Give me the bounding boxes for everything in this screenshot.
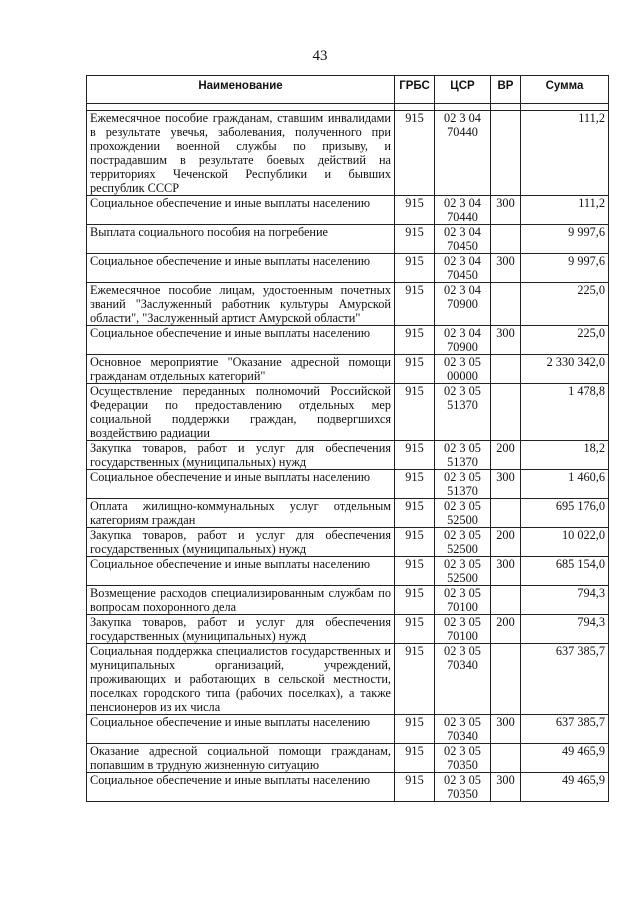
table-row [87, 384, 609, 441]
row-csr-cell [435, 773, 491, 802]
row-sum-cell: 9 997,6 [521, 225, 609, 254]
row-name-cell: Оплата жилищно-коммунальных услуг отдельным категориям граждан [87, 499, 395, 528]
row-name-cell: Социальное обеспечение и иные выплаты населению [87, 773, 395, 802]
csr-code-line: 02 3 05 [444, 773, 481, 787]
row-name-cell: Возмещение расходов специализированным службам по вопросам похоронного дела [87, 586, 395, 615]
row-sum-cell: 685 154,0 [521, 557, 609, 586]
csr-code-line: 02 3 04 [444, 196, 481, 210]
csr-code-number: 70900 [447, 297, 478, 311]
header-spacer-row [87, 104, 609, 111]
row-grbs-cell: 915 [395, 384, 435, 441]
csr-code-line: 02 3 04 [444, 225, 481, 239]
row-csr-cell [435, 225, 491, 254]
row-name-cell: Оказание адресной социальной помощи гражданам, попавшим в трудную жизненную ситуацию [87, 744, 395, 773]
csr-code-number: 70900 [447, 340, 478, 354]
table-row [87, 528, 609, 557]
row-sum-cell: 794,3 [521, 586, 609, 615]
row-sum-cell: 10 022,0 [521, 528, 609, 557]
header-name: Наименование [87, 76, 395, 104]
row-name-cell: Ежемесячное пособие гражданам, ставшим инвалидами в результате увечья, заболевания, полученного при прохождении военной службы по призыву, и пострадавшим в результате боевых действий на территориях Чеченской Республики и бывших республик СССР [87, 111, 395, 196]
header-csr: ЦСР [435, 76, 491, 104]
row-csr-cell [435, 283, 491, 326]
table-row [87, 744, 609, 773]
csr-code-number: 70100 [447, 629, 478, 643]
csr-code-number: 70340 [447, 729, 478, 743]
csr-code-line: 02 3 05 [444, 384, 481, 398]
row-vr-cell [491, 355, 521, 384]
row-csr-cell [435, 644, 491, 715]
row-name-cell: Осуществление переданных полномочий Российской Федерации по предоставлению отдельных мер социальной поддержки граждан, подвергшихся воздействию радиации [87, 384, 395, 441]
row-grbs-cell: 915 [395, 557, 435, 586]
table-row [87, 773, 609, 802]
table-row [87, 111, 609, 196]
row-sum-cell: 637 385,7 [521, 715, 609, 744]
row-csr-cell [435, 111, 491, 196]
csr-code-number: 70450 [447, 268, 478, 282]
table-row [87, 470, 609, 499]
csr-code-number: 70440 [447, 210, 478, 224]
header-grbs: ГРБС [395, 76, 435, 104]
row-grbs-cell: 915 [395, 470, 435, 499]
row-sum-cell: 2 330 342,0 [521, 355, 609, 384]
row-sum-cell: 225,0 [521, 326, 609, 355]
csr-code-number: 52500 [447, 571, 478, 585]
row-name-cell: Социальное обеспечение и иные выплаты населению [87, 196, 395, 225]
csr-code-line: 02 3 04 [444, 254, 481, 268]
row-vr-cell [491, 499, 521, 528]
row-grbs-cell: 915 [395, 196, 435, 225]
row-vr-cell: 300 [491, 557, 521, 586]
row-name-cell: Социальное обеспечение и иные выплаты населению [87, 254, 395, 283]
row-sum-cell: 49 465,9 [521, 744, 609, 773]
row-vr-cell [491, 744, 521, 773]
csr-code-line: 02 3 05 [444, 470, 481, 484]
row-csr-cell [435, 254, 491, 283]
table-row [87, 615, 609, 644]
csr-code-number: 51370 [447, 455, 478, 469]
table-row [87, 441, 609, 470]
row-grbs-cell: 915 [395, 499, 435, 528]
row-vr-cell [491, 586, 521, 615]
row-sum-cell: 49 465,9 [521, 773, 609, 802]
row-grbs-cell: 915 [395, 355, 435, 384]
csr-code-number: 70440 [447, 125, 478, 139]
row-name-cell: Социальное обеспечение и иные выплаты населению [87, 470, 395, 499]
csr-code-line: 02 3 05 [444, 528, 481, 542]
row-vr-cell: 300 [491, 773, 521, 802]
csr-code-number: 70340 [447, 658, 478, 672]
row-grbs-cell: 915 [395, 644, 435, 715]
csr-code-number: 52500 [447, 513, 478, 527]
row-csr-cell [435, 196, 491, 225]
row-grbs-cell: 915 [395, 586, 435, 615]
row-vr-cell [491, 225, 521, 254]
row-grbs-cell: 915 [395, 441, 435, 470]
csr-code-line: 02 3 05 [444, 586, 481, 600]
row-csr-cell [435, 470, 491, 499]
row-grbs-cell: 915 [395, 111, 435, 196]
row-vr-cell [491, 283, 521, 326]
row-vr-cell [491, 384, 521, 441]
row-sum-cell: 637 385,7 [521, 644, 609, 715]
csr-code-line: 02 3 05 [444, 644, 481, 658]
table-row [87, 557, 609, 586]
row-name-cell: Социальное обеспечение и иные выплаты населению [87, 326, 395, 355]
row-grbs-cell: 915 [395, 254, 435, 283]
table-row [87, 196, 609, 225]
csr-code-number: 51370 [447, 484, 478, 498]
row-name-cell: Закупка товаров, работ и услуг для обеспечения государственных (муниципальных) нужд [87, 528, 395, 557]
row-name-cell: Ежемесячное пособие лицам, удостоенным почетных званий "Заслуженный работник культуры Амурской области", "Заслуженный артист Амурской области" [87, 283, 395, 326]
table-row [87, 644, 609, 715]
row-vr-cell: 300 [491, 326, 521, 355]
row-name-cell: Основное мероприятие "Оказание адресной помощи гражданам отдельных категорий" [87, 355, 395, 384]
budget-table [86, 75, 609, 802]
csr-code-number: 70350 [447, 787, 478, 801]
row-vr-cell: 200 [491, 441, 521, 470]
row-sum-cell: 695 176,0 [521, 499, 609, 528]
row-csr-cell [435, 586, 491, 615]
row-grbs-cell: 915 [395, 326, 435, 355]
csr-code-number: 51370 [447, 398, 478, 412]
csr-code-line: 02 3 05 [444, 744, 481, 758]
row-grbs-cell: 915 [395, 715, 435, 744]
table-row [87, 586, 609, 615]
row-sum-cell: 18,2 [521, 441, 609, 470]
row-sum-cell: 111,2 [521, 111, 609, 196]
table-row [87, 715, 609, 744]
row-grbs-cell: 915 [395, 225, 435, 254]
csr-code-number: 52500 [447, 542, 478, 556]
table-row [87, 225, 609, 254]
row-csr-cell [435, 615, 491, 644]
table-row [87, 326, 609, 355]
row-name-cell: Выплата социального пособия на погребение [87, 225, 395, 254]
row-name-cell: Закупка товаров, работ и услуг для обеспечения государственных (муниципальных) нужд [87, 441, 395, 470]
row-csr-cell [435, 384, 491, 441]
table-row [87, 283, 609, 326]
table-row [87, 499, 609, 528]
csr-code-line: 02 3 05 [444, 499, 481, 513]
csr-code-line: 02 3 05 [444, 557, 481, 571]
header-vr: ВР [491, 76, 521, 104]
row-csr-cell [435, 499, 491, 528]
row-name-cell: Социальное обеспечение и иные выплаты населению [87, 557, 395, 586]
csr-code-line: 02 3 05 [444, 441, 481, 455]
row-grbs-cell: 915 [395, 528, 435, 557]
row-vr-cell: 200 [491, 615, 521, 644]
row-csr-cell [435, 557, 491, 586]
row-grbs-cell: 915 [395, 744, 435, 773]
csr-code-line: 02 3 04 [444, 326, 481, 340]
row-csr-cell [435, 744, 491, 773]
page-number: 43 [312, 48, 328, 64]
row-grbs-cell: 915 [395, 283, 435, 326]
row-sum-cell: 111,2 [521, 196, 609, 225]
row-name-cell: Социальная поддержка специалистов государственных и муниципальных организаций, учреждений, проживающих и работающих в сельской местности, поселках городского типа (рабочих поселках), а также пенсионеров из их числа [87, 644, 395, 715]
csr-code-number: 70100 [447, 600, 478, 614]
table-row [87, 254, 609, 283]
row-csr-cell [435, 441, 491, 470]
row-csr-cell [435, 326, 491, 355]
row-vr-cell: 300 [491, 470, 521, 499]
row-name-cell: Социальное обеспечение и иные выплаты населению [87, 715, 395, 744]
csr-code-line: 02 3 04 [444, 111, 481, 125]
header-sum: Сумма [521, 76, 609, 104]
csr-code-line: 02 3 05 [444, 355, 481, 369]
row-sum-cell: 794,3 [521, 615, 609, 644]
csr-code-number: 70450 [447, 239, 478, 253]
table-row [87, 355, 609, 384]
row-grbs-cell: 915 [395, 773, 435, 802]
row-csr-cell [435, 355, 491, 384]
row-csr-cell [435, 528, 491, 557]
csr-code-number: 70350 [447, 758, 478, 772]
row-vr-cell: 300 [491, 715, 521, 744]
row-vr-cell [491, 111, 521, 196]
csr-code-number: 00000 [447, 369, 478, 383]
row-vr-cell: 300 [491, 254, 521, 283]
csr-code-line: 02 3 04 [444, 283, 481, 297]
row-csr-cell [435, 715, 491, 744]
row-sum-cell: 1 460,6 [521, 470, 609, 499]
table-header-row [87, 76, 609, 104]
row-vr-cell: 300 [491, 196, 521, 225]
row-sum-cell: 1 478,8 [521, 384, 609, 441]
row-vr-cell: 200 [491, 528, 521, 557]
csr-code-line: 02 3 05 [444, 615, 481, 629]
row-grbs-cell: 915 [395, 615, 435, 644]
row-sum-cell: 9 997,6 [521, 254, 609, 283]
row-name-cell: Закупка товаров, работ и услуг для обеспечения государственных (муниципальных) нужд [87, 615, 395, 644]
csr-code-line: 02 3 05 [444, 715, 481, 729]
table-body [87, 104, 609, 802]
row-sum-cell: 225,0 [521, 283, 609, 326]
row-vr-cell [491, 644, 521, 715]
